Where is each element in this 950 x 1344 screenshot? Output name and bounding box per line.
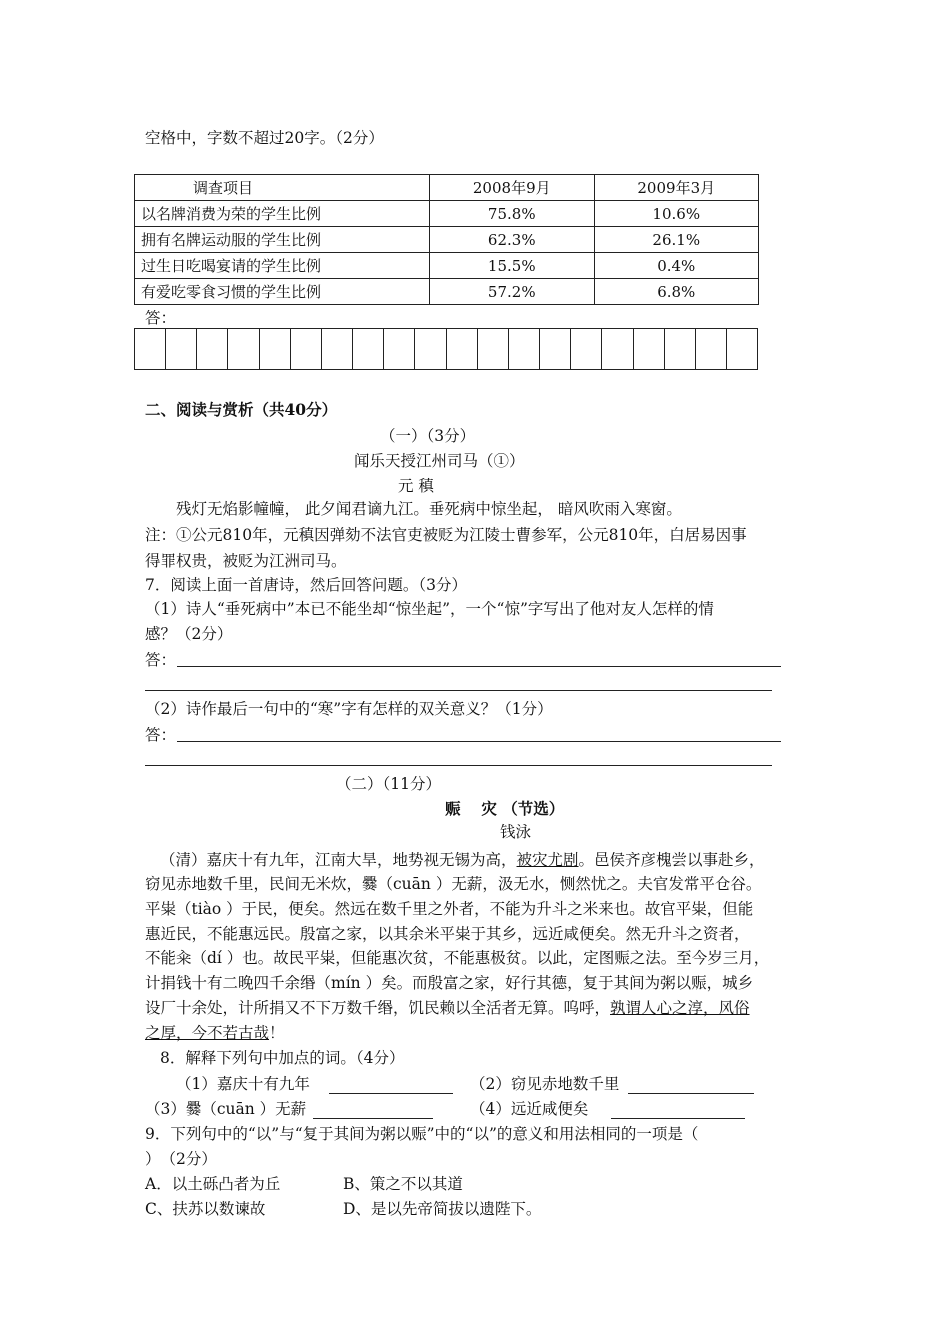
answer-line[interactable] xyxy=(145,765,772,766)
answer-line[interactable] xyxy=(177,666,781,667)
answer-grid-cell[interactable] xyxy=(571,329,602,369)
item-text: （1）嘉庆十有九年 xyxy=(176,1075,310,1093)
text-segment: ！ xyxy=(269,1024,285,1042)
option-b[interactable]: B、策之不以其道 xyxy=(343,1175,463,1193)
underlined-phrase: 孰谓人心之淳，风俗 xyxy=(610,999,750,1017)
answer-grid-cell[interactable] xyxy=(291,329,322,369)
article-text xyxy=(160,850,765,870)
answer-label: 答： xyxy=(145,309,177,327)
question-9: ） （2分） xyxy=(145,1150,217,1168)
question-7-1: 感？（2分） xyxy=(145,625,233,643)
table-cell: 以名牌消费为荣的学生比例 xyxy=(135,201,430,227)
table-cell: 0.4% xyxy=(594,253,759,279)
item-text: （2）窃见赤地数千里 xyxy=(470,1075,620,1093)
answer-grid-cell[interactable] xyxy=(540,329,571,369)
table-cell: 过生日吃喝宴请的学生比例 xyxy=(135,253,430,279)
answer-grid-cell[interactable] xyxy=(197,329,228,369)
table-cell: 6.8% xyxy=(594,279,759,305)
answer-grid-cell[interactable] xyxy=(478,329,509,369)
article-author: 钱泳 xyxy=(500,823,532,841)
answer-label: 答： xyxy=(145,726,177,744)
question-8-item xyxy=(176,1074,453,1094)
part-label: （二）（11分） xyxy=(336,775,441,793)
answer-grid[interactable] xyxy=(134,328,758,370)
answer-grid-cell[interactable] xyxy=(509,329,540,369)
table-header: 2008年9月 xyxy=(430,175,595,201)
part-label: （一）（3分） xyxy=(380,427,476,445)
text-segment: 设厂十余处，计所捐又不下万数千缗，饥民赖以全活者无算。呜呼， xyxy=(145,999,611,1017)
answer-blank[interactable] xyxy=(313,1102,433,1119)
table-cell: 10.6% xyxy=(594,201,759,227)
underlined-phrase: 被灾尤剧 xyxy=(516,851,579,869)
answer-grid-cell[interactable] xyxy=(384,329,415,369)
answer-grid-cell[interactable] xyxy=(228,329,259,369)
underlined-phrase: 之厚，今不若古哉 xyxy=(145,1024,270,1042)
answer-grid-cell[interactable] xyxy=(634,329,665,369)
question-9: 9．下列句中的“以”与“复于其间为粥以赈”中的“以”的意义和用法相同的一项是（ xyxy=(145,1125,699,1143)
answer-line[interactable] xyxy=(177,741,781,742)
article-line xyxy=(145,1023,285,1043)
answer-grid-cell[interactable] xyxy=(665,329,696,369)
answer-grid-cell[interactable] xyxy=(415,329,446,369)
answer-grid-cell[interactable] xyxy=(447,329,478,369)
answer-blank[interactable] xyxy=(329,1077,453,1094)
item-text: （4）远近咸便矣 xyxy=(470,1100,589,1118)
table-cell: 62.3% xyxy=(430,227,595,253)
item-text: （3）爨（cuān ）无薪 xyxy=(145,1100,307,1118)
table-cell: 26.1% xyxy=(594,227,759,253)
option-c[interactable]: C、扶苏以数谏故 xyxy=(145,1200,266,1218)
note-text: 得罪权贵，被贬为江洲司马。 xyxy=(145,552,347,570)
article-line: 不能籴（dí ）也。故民平粜，但能惠次贫，不能惠极贫。以此，定图赈之法。至今岁三月， xyxy=(145,949,770,967)
poem-title: 闻乐天授江州司马（①） xyxy=(354,452,525,470)
answer-grid-cell[interactable] xyxy=(135,329,166,369)
table-header-row xyxy=(135,175,759,201)
table-cell: 有爱吃零食习惯的学生比例 xyxy=(135,279,430,305)
table-row xyxy=(135,227,759,253)
answer-blank[interactable] xyxy=(611,1102,745,1119)
article-line: 惠近民，不能惠远民。殷富之家，以其余米平粜于其乡，远近咸便矣。然无升斗之资者， xyxy=(145,925,750,943)
survey-table xyxy=(134,174,759,305)
article-title: 赈 灾 （节选） xyxy=(445,799,565,818)
answer-grid-cell[interactable] xyxy=(260,329,291,369)
table-row xyxy=(135,279,759,305)
answer-grid-cell[interactable] xyxy=(353,329,384,369)
answer-line[interactable] xyxy=(145,690,772,691)
article-line xyxy=(145,998,750,1018)
option-d[interactable]: D、是以先帝简拔以遗陛下。 xyxy=(343,1200,542,1218)
answer-grid-cell[interactable] xyxy=(166,329,197,369)
option-a[interactable]: A．以土砾凸者为丘 xyxy=(145,1175,281,1193)
table-header: 2009年3月 xyxy=(594,175,759,201)
article-line: 平粜（tiào ）于民，便矣。然远在数千里之外者，不能为升斗之米来也。故官平粜，但能 xyxy=(145,900,754,918)
question-7-2: （2）诗作最后一句中的“寒”字有怎样的双关意义？（1分） xyxy=(145,700,553,718)
poem-author: 元 稹 xyxy=(398,477,434,495)
instruction-text: 空格中，字数不超过20字。（2分） xyxy=(145,129,384,147)
table-cell: 拥有名牌运动服的学生比例 xyxy=(135,227,430,253)
answer-grid-cell[interactable] xyxy=(696,329,727,369)
question-7-1: （1）诗人“垂死病中”本已不能坐却“惊坐起”，一个“惊”字写出了他对友人怎样的情 xyxy=(145,600,714,618)
table-header: 调查项目 xyxy=(135,175,430,201)
table-row xyxy=(135,253,759,279)
note-text: 注：①公元810年，元稹因弹劾不法官吏被贬为江陵士曹参军，公元810年，白居易因事 xyxy=(145,526,747,544)
question-8-item xyxy=(470,1099,745,1119)
article-line: 窃见赤地数千里，民间无米炊，爨（cuān ）无薪，汲无水，恻然忧之。夫官发常平仓谷。 xyxy=(145,875,762,893)
article-line: 计捐钱十有二晚四千余缗（mín ）矣。而殷富之家，好行其德，复于其间为粥以赈，城乡 xyxy=(145,974,754,992)
answer-label: 答： xyxy=(145,651,177,669)
table-cell: 75.8% xyxy=(430,201,595,227)
answer-grid-cell[interactable] xyxy=(322,329,353,369)
answer-blank[interactable] xyxy=(628,1077,754,1094)
table-row xyxy=(135,201,759,227)
answer-grid-cell[interactable] xyxy=(602,329,633,369)
table-cell: 57.2% xyxy=(430,279,595,305)
table-cell: 15.5% xyxy=(430,253,595,279)
text-segment: （清）嘉庆十有九年，江南大旱，地势视无锡为高， xyxy=(160,851,517,869)
question-7: 7．阅读上面一首唐诗，然后回答问题。（3分） xyxy=(145,576,467,594)
answer-grid-cell[interactable] xyxy=(727,329,757,369)
question-8-item xyxy=(470,1074,754,1094)
poem-text: 残灯无焰影幢幢， 此夕闻君谪九江。垂死病中惊坐起， 暗风吹雨入寒窗。 xyxy=(176,500,682,518)
question-8: 8．解释下列句中加点的词。（4分） xyxy=(160,1049,405,1067)
section-heading: 二、阅读与赏析（共40分） xyxy=(145,400,338,419)
question-8-item xyxy=(145,1099,433,1119)
text-segment: 。邑侯齐彦槐尝以事赴乡， xyxy=(578,851,765,869)
